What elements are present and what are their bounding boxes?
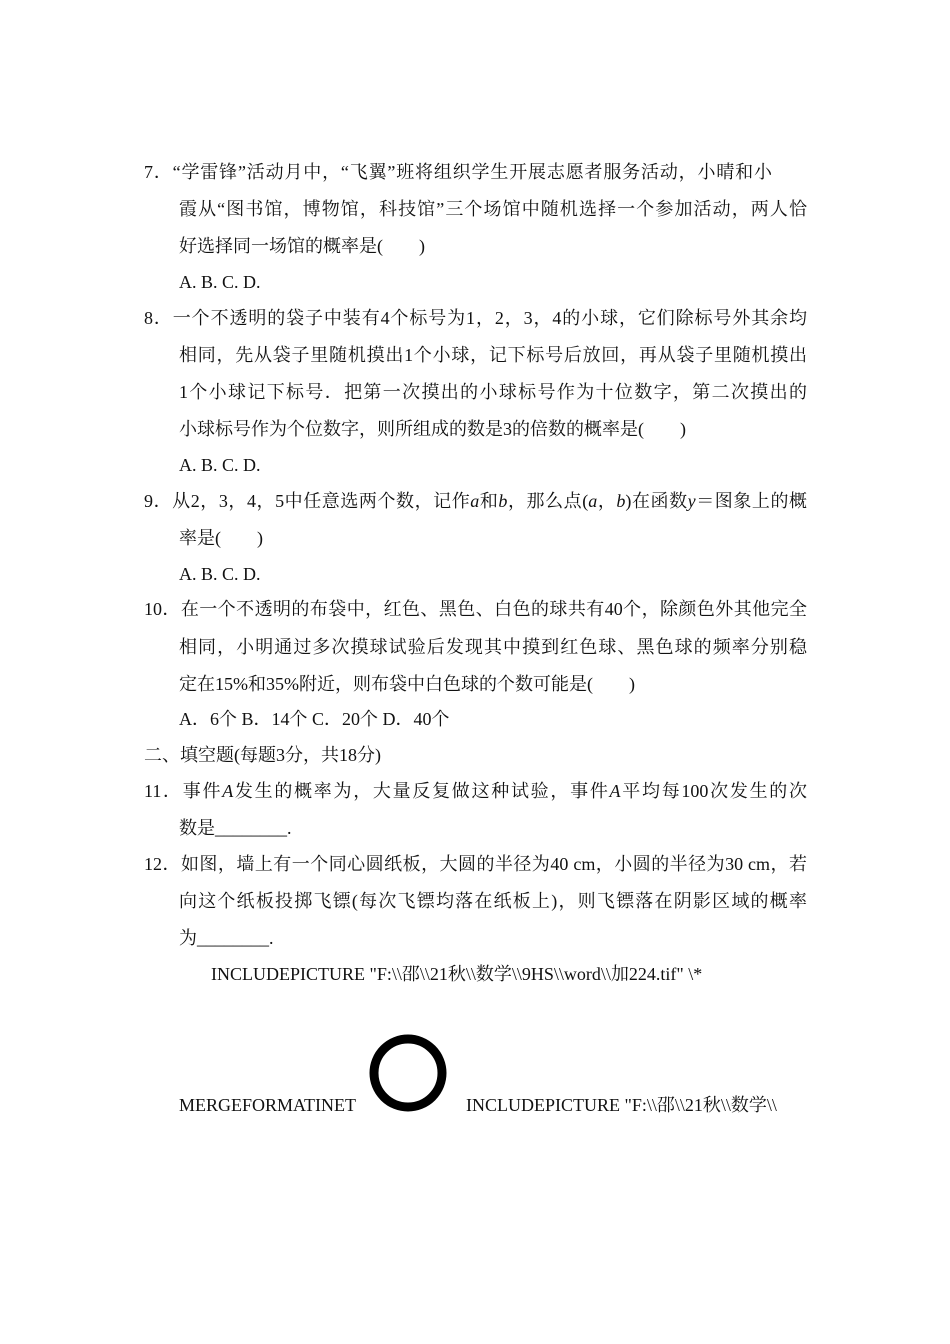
q10-line-1: 10．在一个不透明的布袋中，红色、黑色、白色的球共有40个，除颜色外其他完全 — [144, 599, 807, 619]
q11-line-1 — [144, 779, 807, 803]
q9-var-a: a — [470, 491, 480, 511]
q12-line-1: 12．如图，墙上有一个同心圆纸板，大圆的半径为40 cm，小圆的半径为30 cm，若 — [144, 854, 807, 874]
q12-line-2: 向这个纸板投掷飞镖(每次飞镖均落在纸板上)，则飞镖落在阴影区域的概率 — [179, 891, 807, 911]
q10-line-2: 相同，小明通过多次摸球试验后发现其中摸到红色球、黑色球的频率分别稳 — [179, 637, 807, 657]
q9-var-a2: a — [588, 491, 598, 511]
q10-options: A．6个 B．14个 C．20个 D．40个 — [179, 709, 450, 729]
merge-format-code: MERGEFORMATINET — [179, 1095, 357, 1115]
q11-text-a: 11．事件 — [144, 781, 223, 801]
include-picture-code-1: INCLUDEPICTURE "F:\\邵\\21秋\\数学\\9HS\\word\\加224.tif" \* — [211, 964, 703, 984]
q11-text-b: 发生的概率为，大量反复做这种试验，事件 — [233, 781, 610, 801]
q8-line-1: 8．一个不透明的袋子中装有4个标号为1，2，3，4的小球，它们除标号外其余均 — [144, 308, 807, 328]
ring-shape — [374, 1039, 442, 1107]
q8-line-4: 小球标号作为个位数字，则所组成的数是3的倍数的概率是( ) — [179, 419, 686, 439]
concentric-circle-figure — [368, 1033, 448, 1113]
q9-var-b: b — [498, 491, 508, 511]
q11-var-A2: A — [609, 781, 621, 801]
q7-line-3: 好选择同一场馆的概率是( ) — [179, 236, 425, 256]
q7-line-2: 霞从“图书馆，博物馆，科技馆”三个场馆中随机选择一个参加活动，两人恰 — [179, 199, 807, 219]
q9-text-e: )在函数 — [625, 491, 688, 511]
q9-var-y: y — [687, 491, 696, 511]
q9-options: A. B. C. D. — [179, 564, 261, 584]
q9-line-2: 率是( ) — [179, 528, 263, 548]
q12-line-3: 为________. — [179, 928, 274, 948]
q9-line-1 — [144, 489, 807, 513]
q7-line-1: 7．“学雷锋”活动月中，“飞翼”班将组织学生开展志愿者服务活动，小晴和小 — [144, 162, 772, 182]
q8-options: A. B. C. D. — [179, 455, 261, 475]
q9-text-f: ＝图象上的概 — [695, 491, 808, 511]
q9-var-b2: b — [616, 491, 626, 511]
q8-line-2: 相同，先从袋子里随机摸出1个小球，记下标号后放回，再从袋子里随机摸出 — [179, 345, 807, 365]
q9-text-d: ， — [597, 491, 617, 511]
include-picture-code-2: INCLUDEPICTURE "F:\\邵\\21秋\\数学\\ — [466, 1095, 777, 1115]
q9-text-c: ，那么点( — [507, 491, 589, 511]
q11-line-2: 数是________. — [179, 818, 292, 838]
q11-text-c: 平均每100次发生的次 — [620, 781, 807, 801]
q9-text-a: 9．从2，3，4，5中任意选两个数，记作 — [144, 491, 471, 511]
q10-line-3: 定在15%和35%附近，则布袋中白色球的个数可能是( ) — [179, 674, 635, 694]
q9-text-b: 和 — [479, 491, 499, 511]
q8-line-3: 1个小球记下标号．把第一次摸出的小球标号作为十位数字，第二次摸出的 — [179, 382, 807, 402]
section-heading: 二、填空题(每题3分，共18分) — [144, 745, 381, 765]
q11-var-A: A — [222, 781, 234, 801]
q7-options: A. B. C. D. — [179, 272, 261, 292]
